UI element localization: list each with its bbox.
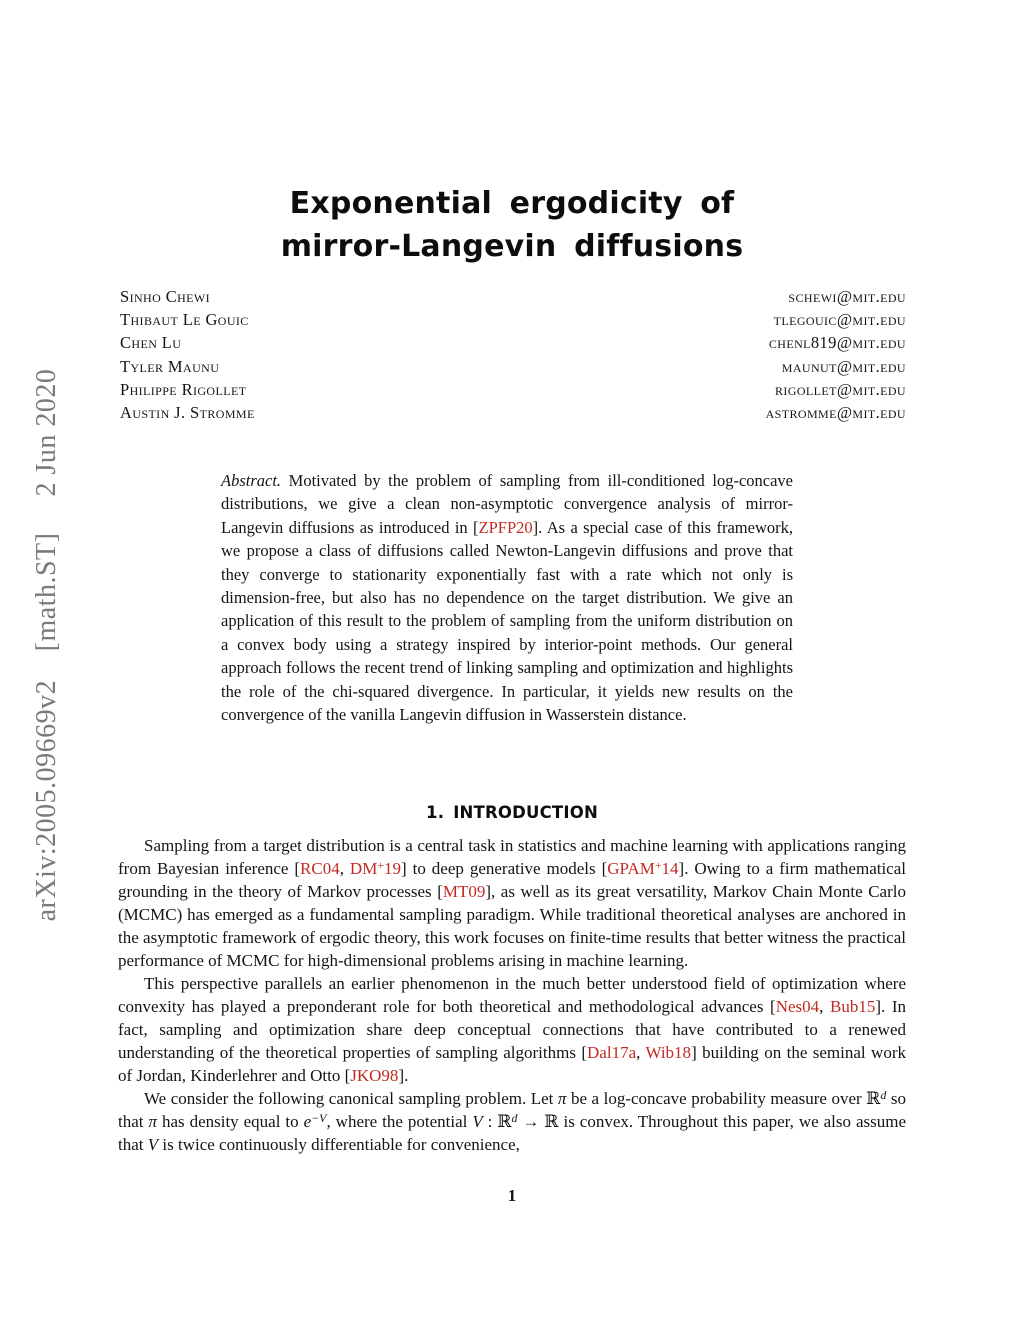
text-run: ℝ xyxy=(544,1112,559,1131)
text-run: This perspective parallels an earlier phenomenon in the much better understood field of optimization where convexity has played a preponderant role for both theoretical and methodological advances [ xyxy=(118,974,906,1016)
citation-link[interactable]: RC04 xyxy=(300,859,340,878)
text-run: ], as well as its great versatility, Markov Chain Monte Carlo (MCMC) has emerged as a fundamental sampling paradigm. While traditional theoretical analyses are anchored in the asymptotic framework of ergodic theory, this work focuses on finite-time results that better witness the practical performance of MCMC for high-dimensional problems arising in machine learning. xyxy=(118,882,906,970)
text-run: be a log-concave probability measure over xyxy=(566,1089,867,1108)
text-run: ℝ xyxy=(497,1112,512,1131)
text-run: e xyxy=(303,1112,312,1131)
text-run: , where the potential xyxy=(326,1112,473,1131)
title-line-1: Exponential ergodicity of xyxy=(289,186,735,221)
author-email: chenl819@mit.edu xyxy=(768,333,906,353)
author-name: Chen Lu xyxy=(120,333,182,353)
arxiv-watermark: arXiv:2005.09669v2 [math.ST] 2 Jun 2020 xyxy=(31,368,62,922)
author-name: Philippe Rigollet xyxy=(120,379,247,399)
text-run: ]. Owing to a firm mathematical grounding in the theory of Markov processes [ xyxy=(118,859,906,901)
citation-link[interactable]: DM xyxy=(349,859,378,878)
section-title: INTRODUCTION xyxy=(453,803,598,822)
page-number: 1 xyxy=(507,1186,517,1205)
author-email: rigollet@mit.edu xyxy=(774,379,906,399)
section-heading xyxy=(118,803,906,822)
author-name: Tyler Maunu xyxy=(120,356,220,376)
citation-link[interactable]: Bub15 xyxy=(830,997,876,1016)
author-name: Thibaut Le Gouic xyxy=(120,310,249,330)
citation-link[interactable]: MT09 xyxy=(442,882,486,901)
citation-link[interactable]: GPAM xyxy=(607,859,655,878)
text-run: Motivated by the problem of sampling from ill-conditioned log-concave distributions, we give a clean non-asymptotic convergence analysis of mirror-Langevin diffusions as introduced in [ xyxy=(221,471,793,537)
author-row xyxy=(120,355,906,378)
author-name: Sinho Chewi xyxy=(120,287,211,306)
paragraph xyxy=(118,834,906,972)
text-run: → xyxy=(517,1112,545,1131)
citation-link[interactable]: 19 xyxy=(384,859,402,878)
text-run: ℝ xyxy=(866,1089,881,1108)
author-email: astromme@mit.edu xyxy=(765,403,906,423)
text-run: ]. In fact, sampling and optimization share deep conceptual connections that have contributed to a renewed understanding of the theoretical properties of sampling algorithms [ xyxy=(118,997,906,1062)
text-run: : xyxy=(482,1112,498,1131)
text-run: ]. As a special case of this framework, we propose a class of diffusions called Newton-Langevin diffusions and prove that they converge to stationarity exponentially fast with a rate which not only is dimension-free, but also has no dependence on the target distribution. We give an application of this result to the problem of sampling from the uniform distribution on a convex body using a strategy inspired by interior-point methods. Our general approach follows the recent trend of linking sampling and optimization and highlights the role of the chi-squared divergence. In particular, it yields new results on the convergence of the vanilla Langevin diffusion in Wasserstein distance. xyxy=(221,517,793,725)
author-row xyxy=(120,331,906,354)
paragraph xyxy=(118,1087,906,1156)
text-run: , xyxy=(636,1043,646,1062)
text-run: ] building on the seminal work of Jordan, Kinderlehrer and Otto [ xyxy=(118,1043,906,1085)
text-run: π xyxy=(557,1089,567,1108)
text-run: −V xyxy=(311,1111,327,1126)
text-run: Sampling from a target distribution is a central task in statistics and machine learning with applications ranging from Bayesian inference [ xyxy=(118,836,906,878)
author-list xyxy=(120,285,906,424)
text-run: is twice continuously differentiable for convenience, xyxy=(158,1135,520,1154)
citation-link[interactable]: + xyxy=(377,858,385,873)
citation-link[interactable]: Wib18 xyxy=(645,1043,692,1062)
citation-link[interactable]: 14 xyxy=(661,859,679,878)
text-run: π xyxy=(148,1112,157,1131)
citation-link[interactable]: Nes04 xyxy=(775,997,820,1016)
title-line-2: mirror-Langevin diffusions xyxy=(280,229,744,264)
author-row xyxy=(120,308,906,331)
citation-link[interactable]: Dal17a xyxy=(587,1043,637,1062)
author-email: schewi@mit.edu xyxy=(788,287,906,306)
paragraph xyxy=(118,972,906,1087)
text-run: ] to deep generative models [ xyxy=(401,859,608,878)
text-run: We consider the following canonical sampling problem. Let xyxy=(144,1089,558,1108)
text-run: is convex. Throughout this paper, we also assume that xyxy=(118,1112,906,1154)
text-run: , xyxy=(339,859,350,878)
section-number: 1. xyxy=(426,803,445,822)
text-run: Abstract. xyxy=(221,471,282,490)
author-email: maunut@mit.edu xyxy=(781,356,906,376)
author-email: tlegouic@mit.edu xyxy=(773,310,906,330)
citation-link[interactable]: ZPFP20 xyxy=(478,517,533,537)
citation-link[interactable]: + xyxy=(654,858,662,873)
author-row xyxy=(120,285,906,308)
text-run: V xyxy=(472,1112,483,1131)
author-row xyxy=(120,378,906,401)
text-run: d xyxy=(511,1111,518,1126)
text-run: so that xyxy=(118,1089,906,1131)
author-row xyxy=(120,401,906,424)
text-run: , xyxy=(819,997,830,1016)
author-name: Austin J. Stromme xyxy=(120,403,255,423)
introduction-section xyxy=(118,803,906,1156)
text-run: d xyxy=(880,1088,887,1103)
text-run: ]. xyxy=(398,1066,409,1085)
paragraphs xyxy=(118,834,906,1156)
text-run: has density equal to xyxy=(156,1112,304,1131)
text-run: V xyxy=(147,1135,159,1154)
abstract xyxy=(221,469,793,726)
paper-title xyxy=(0,182,1024,268)
citation-link[interactable]: JKO98 xyxy=(350,1066,399,1085)
